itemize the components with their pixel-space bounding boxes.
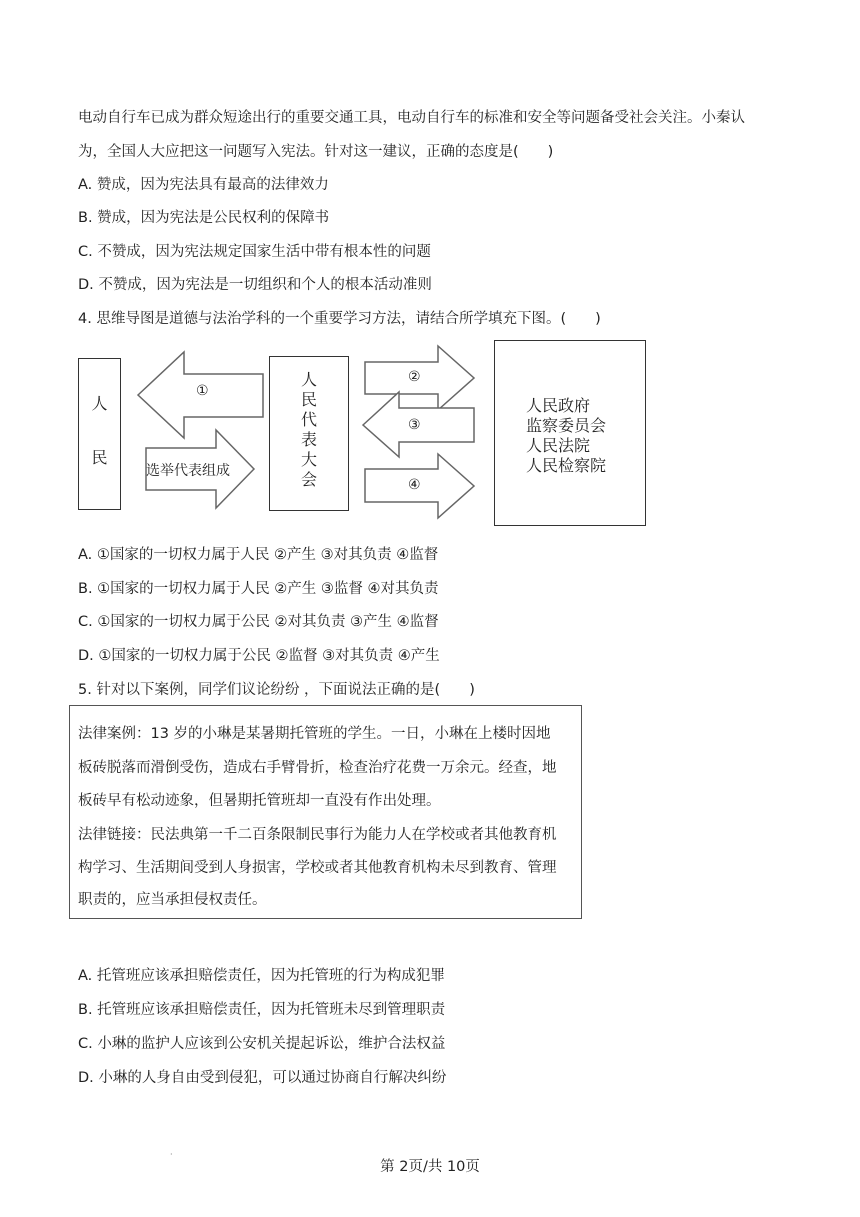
npc-char-5: 大 <box>300 450 317 469</box>
organ-court: 人民法院 <box>526 436 591 455</box>
q5-option-a[interactable]: A. 托管班应该承担赔偿责任，因为托管班的行为构成犯罪 <box>78 968 445 984</box>
case-line-4: 法律链接：民法典第一千二百条限制民事行为能力人在学校或者其他教育机 <box>78 827 557 843</box>
q3-option-d[interactable]: D. 不赞成，因为宪法是一切组织和个人的根本活动准则 <box>78 277 432 293</box>
q3-stem-line1: 电动自行车已成为群众短途出行的重要交通工具，电动自行车的标准和安全等问题备受社会关注。小秦认 <box>78 110 745 126</box>
q4-option-c[interactable]: C. ①国家的一切权力属于公民 ②对其负责 ③产生 ④监督 <box>78 614 439 630</box>
organ-supervision: 监察委员会 <box>526 416 607 435</box>
arrow-3-label: ③ <box>408 417 421 433</box>
arrow-2-label: ② <box>408 369 421 385</box>
case-line-6: 职责的，应当承担侵权责任。 <box>78 892 267 908</box>
people-box-char-2: 民 <box>91 448 108 467</box>
npc-char-3: 代 <box>300 410 317 429</box>
q4-option-d[interactable]: D. ①国家的一切权力属于公民 ②监督 ③对其负责 ④产生 <box>78 648 440 664</box>
q3-option-a[interactable]: A. 赞成，因为宪法具有最高的法律效力 <box>78 177 329 193</box>
mind-map-diagram <box>78 340 648 528</box>
arrow-4-label: ④ <box>408 477 421 493</box>
case-line-2: 板砖脱落而滑倒受伤，造成右手臂骨折，检查治疗花费一万余元。经查，地 <box>78 760 557 776</box>
arrow-elect-label: 选举代表组成 <box>146 463 230 479</box>
q5-option-c[interactable]: C. 小琳的监护人应该到公安机关提起诉讼，维护合法权益 <box>78 1036 446 1052</box>
q3-stem-line2: 为，全国人大应把这一问题写入宪法。针对这一建议，正确的态度是( ) <box>78 144 554 160</box>
npc-char-6: 会 <box>300 470 317 489</box>
q4-option-b[interactable]: B. ①国家的一切权力属于人民 ②产生 ③监督 ④对其负责 <box>78 581 439 597</box>
q3-option-b[interactable]: B. 赞成，因为宪法是公民权利的保障书 <box>78 210 330 226</box>
q5-option-d[interactable]: D. 小琳的人身自由受到侵犯，可以通过协商自行解决纠纷 <box>78 1070 447 1086</box>
q5-stem: 5. 针对以下案例，同学们议论纷纷 ，下面说法正确的是( ) <box>78 682 475 698</box>
case-line-3: 板砖早有松动迹象，但暑期托管班却一直没有作出处理。 <box>78 793 441 809</box>
arrow-1-label: ① <box>196 383 209 399</box>
legal-case-box <box>69 705 582 919</box>
npc-char-4: 表 <box>300 430 317 449</box>
page-number: 第 2页/共 10页 <box>380 1159 480 1175</box>
organ-government: 人民政府 <box>526 396 591 415</box>
q4-stem: 4. 思维导图是道德与法治学科的一个重要学习方法，请结合所学填充下图。( ) <box>78 311 601 327</box>
case-line-1: 法律案例：13 岁的小琳是某暑期托管班的学生。一日，小琳在上楼时因地 <box>78 726 551 742</box>
q4-option-a[interactable]: A. ①国家的一切权力属于人民 ②产生 ③对其负责 ④监督 <box>78 547 439 563</box>
npc-char-1: 人 <box>300 370 317 389</box>
q5-option-b[interactable]: B. 托管班应该承担赔偿责任，因为托管班未尽到管理职责 <box>78 1002 446 1018</box>
organ-procuratorate: 人民检察院 <box>526 456 607 475</box>
case-line-5: 构学习、生活期间受到人身损害，学校或者其他教育机构未尽到教育、管理 <box>78 860 557 876</box>
stray-dot: · <box>170 1150 173 1159</box>
npc-char-2: 民 <box>300 390 317 409</box>
q3-option-c[interactable]: C. 不赞成，因为宪法规定国家生活中带有根本性的问题 <box>78 244 431 260</box>
people-box-char-1: 人 <box>91 394 108 413</box>
